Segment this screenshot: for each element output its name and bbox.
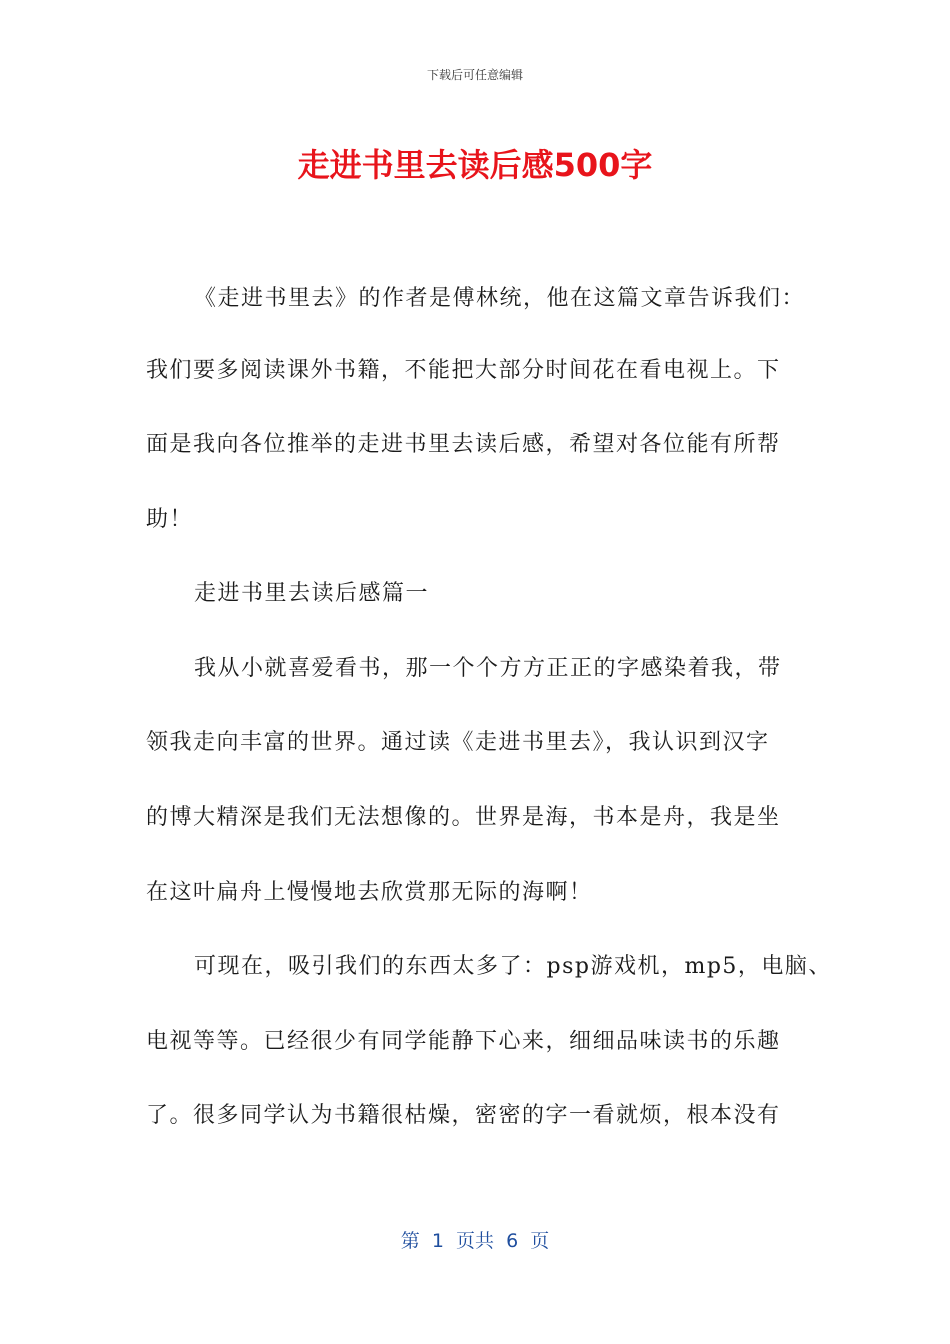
paragraph-line: 《走进书里去》的作者是傅林统，他在这篇文章告诉我们： [194,286,806,311]
paragraph-line: 领我走向丰富的世界。通过读《走进书里去》，我认识到汉字 [146,730,770,755]
paragraph-line: 的博大精深是我们无法想像的。世界是海，书本是舟，我是坐 [146,805,781,830]
paragraph-line: 我从小就喜爱看书，那一个个方方正正的字感染着我，带 [194,656,782,681]
paragraph-line: 我们要多阅读课外书籍，不能把大部分时间花在看电视上。下 [146,358,781,383]
paragraph-line: 了。很多同学认为书籍很枯燥，密密的字一看就烦，根本没有 [146,1103,781,1128]
section-heading: 走进书里去读后感篇一 [194,581,430,606]
paragraph-line: 面是我向各位推举的走进书里去读后感，希望对各位能有所帮 [146,432,781,457]
document-title: 走进书里去读后感500字 [297,146,653,184]
paragraph-line: 电视等等。已经很少有同学能静下心来，细细品味读书的乐趣 [146,1029,781,1054]
paragraph-line: 助！ [146,507,194,532]
paragraph-line: 可现在，吸引我们的东西太多了：psp游戏机，mp5，电脑、 [194,954,832,979]
header-note: 下载后可任意编辑 [426,68,523,82]
paragraph-line: 在这叶扁舟上慢慢地去欣赏那无际的海啊！ [146,880,593,905]
page-number-footer: 第 1 页共 6 页 [400,1230,550,1252]
